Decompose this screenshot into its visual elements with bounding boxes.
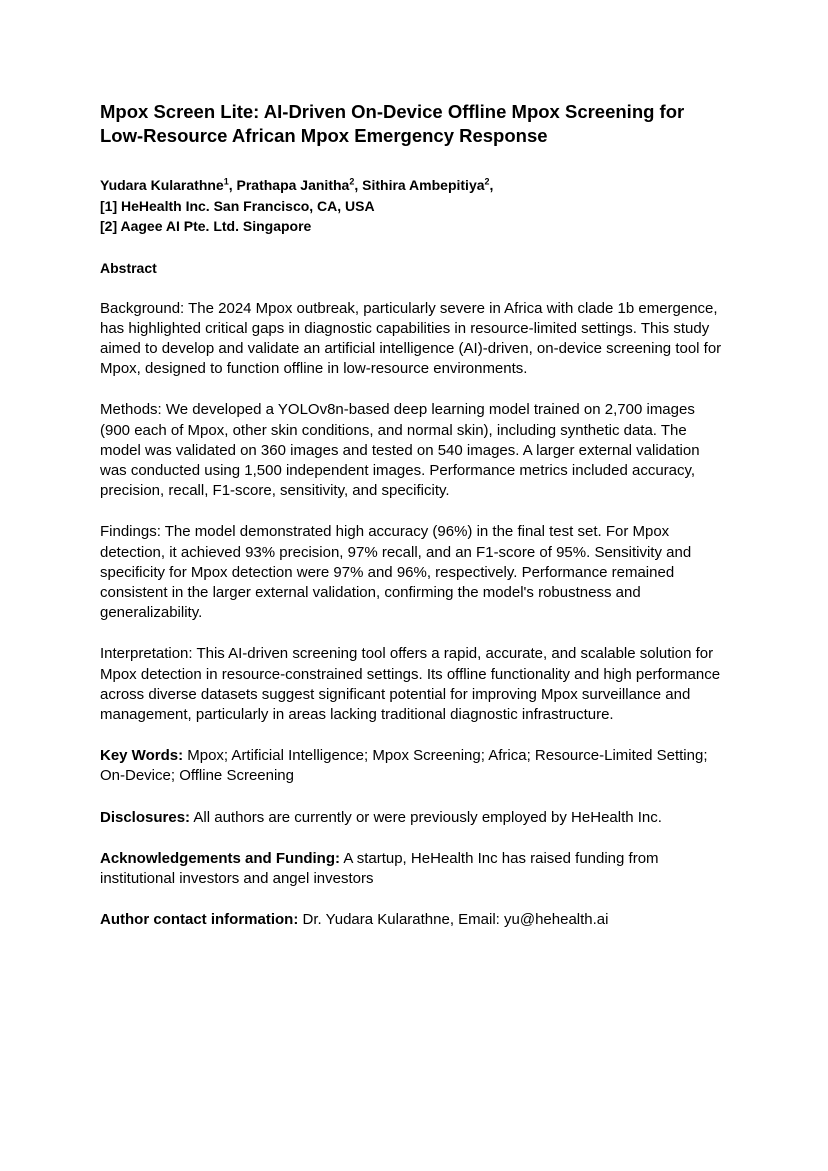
author-affiliation-mark: 2	[484, 176, 490, 187]
contact-info	[100, 910, 728, 930]
author-name: Sithira Ambepitiya	[362, 177, 485, 193]
author-name: Yudara Kularathne	[100, 177, 224, 193]
funding-text: A startup, HeHealth Inc has raised funding from institutional investors and angel investors	[100, 849, 659, 887]
disclosures	[100, 808, 728, 828]
abstract-heading: Abstract	[100, 259, 157, 276]
keywords-label: Key Words:	[100, 747, 184, 765]
disclosures-label: Disclosures:	[100, 808, 191, 826]
disclosures-text: All authors are currently or were previously employed by HeHealth Inc.	[193, 808, 662, 826]
author-name: Prathapa Janitha	[236, 177, 350, 193]
author-list: Yudara Kularathne$^1$, Prathapa Janitha$^2$, Sithira Ambepitiya$^2$,	[100, 176, 494, 193]
abstract-background: Background: The 2024 Mpox outbreak, particularly severe in Africa with clade 1b emergence, has highlighted critical gaps in diagnostic capabilities in resource-limited settings. This study aimed to develop and validate an artificial intelligence (AI)-driven, on-device screening tool for Mpox, designed to function offline in low-resource environments.	[100, 299, 722, 378]
funding-label: Acknowledgements and Funding:	[100, 849, 341, 867]
author-affiliation-mark: 1	[223, 176, 229, 187]
affiliation: [1] HeHealth Inc. San Francisco, CA, USA	[100, 197, 375, 214]
author-block	[100, 175, 728, 237]
affiliation: [2] Aagee AI Pte. Ltd. Singapore	[100, 218, 312, 234]
contact-label: Author contact information:	[100, 911, 299, 929]
paper-page	[100, 100, 728, 930]
funding	[100, 849, 728, 889]
author-affiliation-mark: 2	[349, 176, 355, 187]
abstract-methods: Methods: We developed a YOLOv8n-based deep learning model trained on 2,700 images (900 each of Mpox, other skin conditions, and normal skin), including synthetic data. The model was validated on 360 images and tested on 540 images. A larger external validation was conducted using 1,500 independent images. Performance metrics included accuracy, precision, recall, F1-score, sensitivity, and specificity.	[100, 401, 700, 500]
abstract-findings: Findings: The model demonstrated high accuracy (96%) in the final test set. For Mpox detection, it achieved 93% precision, 97% recall, and an F1-score of 95%. Sensitivity and specificity for Mpox detection were 97% and 96%, respectively. Performance remained consistent in the larger external validation, confirming the model's robustness and generalizability.	[100, 523, 692, 622]
keywords	[100, 746, 728, 786]
keywords-text: Mpox; Artificial Intelligence; Mpox Screening; Africa; Resource-Limited Setting; On-Device; Offline Screening	[100, 747, 708, 785]
paper-title: Mpox Screen Lite: AI-Driven On-Device Offline Mpox Screening for Low-Resource African Mpox Emergency Response	[100, 101, 685, 146]
contact-text: Dr. Yudara Kularathne, Email: yu@hehealth.ai	[302, 911, 609, 929]
abstract-interpretation: Interpretation: This AI-driven screening tool offers a rapid, accurate, and scalable solution for Mpox detection in resource-constrained settings. Its offline functionality and high performance across diverse datasets suggest significant potential for improving Mpox surveillance and management, particularly in areas lacking traditional diagnostic infrastructure.	[100, 645, 721, 723]
